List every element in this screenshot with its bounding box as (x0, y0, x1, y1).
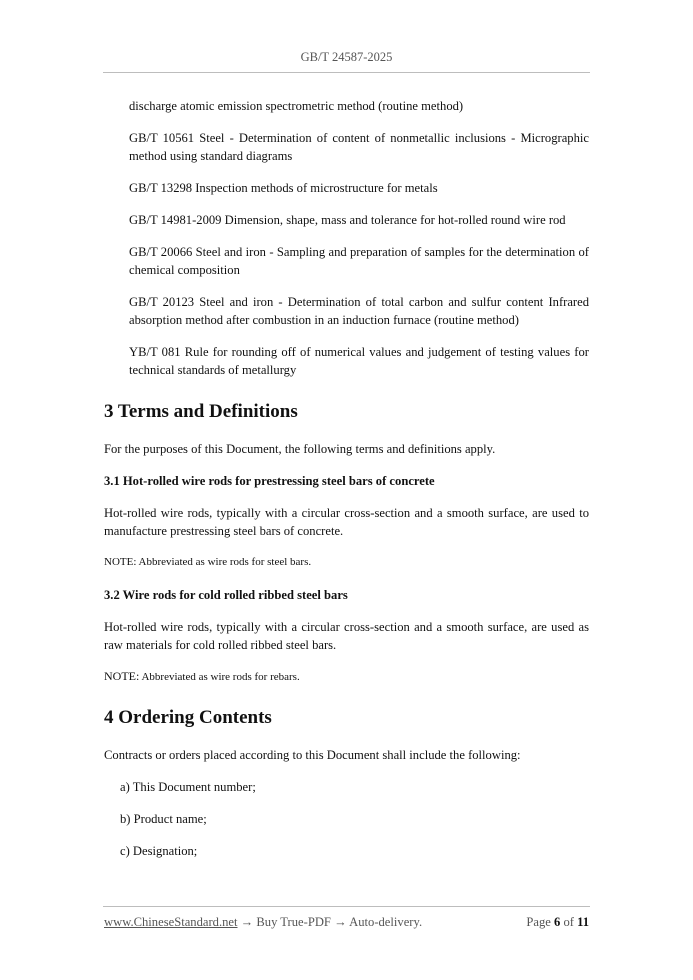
reference-item: GB/T 14981-2009 Dimension, shape, mass and tolerance for hot-rolled round wire rod (129, 213, 566, 227)
term-definition: Hot-rolled wire rods, typically with a circular cross-section and a smooth surface, are used as raw materials for cold rolled ribbed steel bars. (104, 620, 589, 652)
list-item: c) Designation; (120, 844, 198, 858)
reference-item: GB/T 10561 Steel - Determination of content of nonmetallic inclusions - Micrographic method using standard diagrams (129, 131, 589, 163)
footer-divider (103, 906, 590, 907)
total-pages: 11 (577, 915, 589, 929)
footer-left (104, 915, 422, 930)
reference-item: GB/T 20123 Steel and iron - Determination of total carbon and sulfur content Infrared absorption method after combustion in an induction furnace (routine method) (129, 295, 589, 327)
note-text: Abbreviated as wire rods for rebars. (139, 671, 300, 683)
section-intro: Contracts or orders placed according to this Document shall include the following: (104, 748, 521, 762)
of-word: of (563, 915, 574, 929)
section-intro: For the purposes of this Document, the following terms and definitions apply. (104, 442, 496, 456)
page-footer (104, 915, 589, 930)
page-number (526, 915, 589, 930)
page-word: Page (526, 915, 551, 929)
list-item: a) This Document number; (120, 780, 256, 794)
site-link[interactable]: www.ChineseStandard.net (104, 915, 238, 929)
section-heading-terms: 3 Terms and Definitions (104, 401, 298, 422)
term-heading: 3.2 Wire rods for cold rolled ribbed steel bars (104, 588, 348, 602)
note-text: Abbreviated as wire rods for steel bars. (136, 556, 312, 568)
note-label: NOTE: (104, 556, 137, 568)
current-page: 6 (553, 915, 561, 929)
header-divider (103, 72, 590, 73)
term-heading: 3.1 Hot-rolled wire rods for prestressing steel bars of concrete (104, 474, 435, 488)
reference-item: YB/T 081 Rule for rounding off of numerical values and judgement of testing values for technical standards of metallurgy (129, 345, 589, 377)
reference-item: GB/T 20066 Steel and iron - Sampling and preparation of samples for the determination of chemical composition (129, 245, 589, 277)
footer-promo: → Buy True-PDF → Auto-delivery. (237, 915, 423, 929)
page-content (104, 97, 589, 874)
reference-item: GB/T 13298 Inspection methods of microstructure for metals (129, 181, 438, 195)
term-note (104, 554, 589, 570)
term-definition: Hot-rolled wire rods, typically with a circular cross-section and a smooth surface, are used to manufacture prestressing steel bars of concrete. (104, 506, 589, 538)
list-item: b) Product name; (120, 812, 207, 826)
note-label: NOTE: (104, 669, 140, 683)
section-heading-ordering: 4 Ordering Contents (104, 707, 272, 728)
reference-item: discharge atomic emission spectrometric method (routine method) (129, 99, 464, 113)
term-note (104, 668, 589, 685)
page-header: GB/T 24587-2025 (300, 50, 393, 64)
